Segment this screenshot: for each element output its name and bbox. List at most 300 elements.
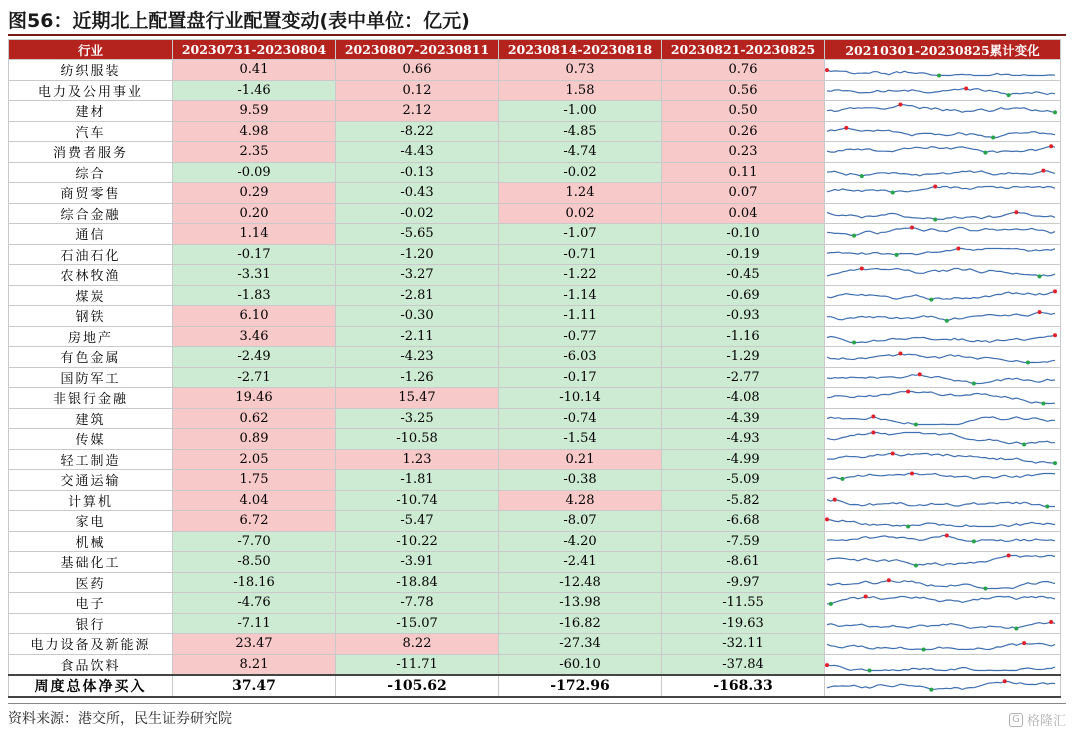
value-cell: 0.56 [662, 80, 825, 101]
sparkline-max-marker [898, 103, 902, 107]
value-cell: -4.43 [336, 142, 499, 163]
sparkline-path [827, 499, 1055, 506]
sparkline-max-marker [1014, 210, 1018, 214]
value-cell: -4.99 [662, 449, 825, 470]
sparkline-max-marker [825, 518, 829, 522]
value-cell: -4.08 [662, 388, 825, 409]
table-row [9, 429, 1061, 450]
value-cell: -2.71 [173, 367, 336, 388]
sparkline-max-marker [860, 267, 864, 271]
sparkline-icon [825, 450, 1059, 469]
sparkline-max-marker [864, 595, 868, 599]
value-cell: -4.23 [336, 347, 499, 368]
value-cell: -16.82 [499, 613, 662, 634]
cumulative-sparkline [825, 531, 1061, 552]
column-header-industry: 行业 [9, 40, 173, 60]
sparkline-max-marker [906, 390, 910, 394]
table-row [9, 162, 1061, 183]
value-cell: -10.58 [336, 429, 499, 450]
column-header-week2: 20230807-20230811 [336, 40, 499, 60]
sparkline-min-marker [983, 586, 987, 590]
sparkline-max-marker [1053, 289, 1057, 293]
sparkline-min-marker [852, 340, 856, 344]
value-cell: -8.50 [173, 552, 336, 573]
sparkline-icon [825, 614, 1059, 633]
value-cell: -4.76 [173, 593, 336, 614]
cumulative-sparkline [825, 367, 1061, 388]
sparkline-max-marker [833, 497, 837, 501]
value-cell: 9.59 [173, 101, 336, 122]
value-cell: 0.26 [662, 121, 825, 142]
sparkline-path [827, 643, 1055, 649]
sparkline-path [827, 374, 1055, 383]
sparkline-min-marker [1053, 461, 1057, 465]
value-cell: -0.69 [662, 285, 825, 306]
cumulative-sparkline [825, 634, 1061, 655]
value-cell: -60.10 [499, 654, 662, 675]
cumulative-sparkline [825, 80, 1061, 101]
value-cell: 0.20 [173, 203, 336, 224]
value-cell: 2.05 [173, 449, 336, 470]
industry-name: 银行 [9, 613, 173, 634]
sparkline-icon [825, 573, 1059, 592]
cumulative-sparkline [825, 224, 1061, 245]
sparkline-min-marker [972, 539, 976, 543]
title-divider [8, 34, 1066, 36]
sparkline-icon [825, 183, 1059, 202]
sparkline-max-marker [891, 451, 895, 455]
table-row [9, 203, 1061, 224]
sparkline-icon [825, 142, 1059, 161]
column-header-week3: 20230814-20230818 [499, 40, 662, 60]
industry-name: 食品饮料 [9, 654, 173, 675]
cumulative-sparkline [825, 408, 1061, 429]
value-cell: 0.66 [336, 60, 499, 81]
table-body [9, 60, 1061, 698]
cumulative-sparkline [825, 654, 1061, 675]
value-cell: -32.11 [662, 634, 825, 655]
value-cell: -0.09 [173, 162, 336, 183]
industry-name: 电力设备及新能源 [9, 634, 173, 655]
value-cell: 4.98 [173, 121, 336, 142]
sparkline-max-marker [871, 431, 875, 435]
sparkline-path [827, 248, 1055, 254]
value-cell: -2.11 [336, 326, 499, 347]
sparkline-icon [825, 224, 1059, 243]
value-cell: 1.23 [336, 449, 499, 470]
value-cell: -0.19 [662, 244, 825, 265]
table-row [9, 613, 1061, 634]
sparkline-path [827, 474, 1055, 479]
value-cell: -10.22 [336, 531, 499, 552]
value-cell: 0.12 [336, 80, 499, 101]
value-cell: -0.38 [499, 470, 662, 491]
watermark-text: 格隆汇 [1026, 714, 1066, 729]
value-cell: 0.73 [499, 60, 662, 81]
value-cell: 0.76 [662, 60, 825, 81]
table-row [9, 183, 1061, 204]
value-cell: -13.98 [499, 593, 662, 614]
sparkline-icon [825, 388, 1059, 407]
cumulative-sparkline [825, 60, 1061, 81]
sparkline-path [827, 597, 1055, 604]
value-cell: -4.85 [499, 121, 662, 142]
column-header-week1: 20230731-20230804 [173, 40, 336, 60]
value-cell: -6.03 [499, 347, 662, 368]
sparkline-path [827, 212, 1055, 219]
table-row [9, 572, 1061, 593]
sparkline-path [827, 88, 1055, 95]
industry-name: 传媒 [9, 429, 173, 450]
column-header-cumulative: 20210301-20230825累计变化 [825, 40, 1061, 60]
value-cell: -0.17 [173, 244, 336, 265]
table-row [9, 121, 1061, 142]
industry-name: 基础化工 [9, 552, 173, 573]
value-cell: -7.59 [662, 531, 825, 552]
sparkline-path [827, 128, 1055, 138]
cumulative-sparkline [825, 306, 1061, 327]
sparkline-path [827, 105, 1055, 113]
cumulative-sparkline [825, 326, 1061, 347]
value-cell: -0.43 [336, 183, 499, 204]
value-cell: -1.16 [662, 326, 825, 347]
sparkline-path [827, 681, 1055, 689]
cumulative-sparkline [825, 449, 1061, 470]
sparkline-icon [825, 347, 1059, 366]
value-cell: -0.30 [336, 306, 499, 327]
cumulative-sparkline [825, 613, 1061, 634]
sparkline-icon [825, 265, 1059, 284]
industry-name: 纺织服装 [9, 60, 173, 81]
sparkline-icon [825, 470, 1059, 489]
value-cell: 0.23 [662, 142, 825, 163]
value-cell: -1.46 [173, 80, 336, 101]
value-cell: -0.17 [499, 367, 662, 388]
total-value: -172.96 [499, 675, 662, 697]
sparkline-min-marker [1045, 504, 1049, 508]
cumulative-sparkline [825, 101, 1061, 122]
industry-name: 轻工制造 [9, 449, 173, 470]
table-row [9, 244, 1061, 265]
value-cell: -7.11 [173, 613, 336, 634]
value-cell: -0.13 [336, 162, 499, 183]
sparkline-path [827, 520, 1055, 527]
value-cell: 1.75 [173, 470, 336, 491]
cumulative-sparkline [825, 572, 1061, 593]
value-cell: -10.14 [499, 388, 662, 409]
sparkline-max-marker [910, 226, 914, 230]
sparkline-min-marker [1014, 626, 1018, 630]
sparkline-icon [825, 491, 1059, 510]
sparkline-min-marker [937, 74, 941, 78]
value-cell: 8.22 [336, 634, 499, 655]
value-cell: -2.81 [336, 285, 499, 306]
value-cell: -11.71 [336, 654, 499, 675]
sparkline-min-marker [906, 525, 910, 529]
sparkline-path [827, 228, 1055, 236]
table-row [9, 511, 1061, 532]
sparkline-max-marker [1053, 333, 1057, 337]
value-cell: -5.09 [662, 470, 825, 491]
sparkline-icon [825, 409, 1059, 428]
sparkline-max-marker [887, 578, 891, 582]
sparkline-icon [825, 593, 1059, 612]
value-cell: -2.41 [499, 552, 662, 573]
value-cell: 4.28 [499, 490, 662, 511]
total-value: 37.47 [173, 675, 336, 697]
value-cell: -7.70 [173, 531, 336, 552]
value-cell: -5.82 [662, 490, 825, 511]
total-sparkline [825, 675, 1061, 697]
sparkline-min-marker [852, 234, 856, 238]
value-cell: 0.50 [662, 101, 825, 122]
value-cell: -0.74 [499, 408, 662, 429]
column-header-week4: 20230821-20230825 [662, 40, 825, 60]
sparkline-icon [825, 122, 1059, 141]
table-row [9, 142, 1061, 163]
value-cell: -1.26 [336, 367, 499, 388]
value-cell: -19.63 [662, 613, 825, 634]
value-cell: 1.24 [499, 183, 662, 204]
value-cell: 0.07 [662, 183, 825, 204]
sparkline-icon [825, 634, 1059, 653]
industry-name: 建筑 [9, 408, 173, 429]
cumulative-sparkline [825, 347, 1061, 368]
industry-name: 电子 [9, 593, 173, 614]
cumulative-sparkline [825, 244, 1061, 265]
value-cell: 0.29 [173, 183, 336, 204]
value-cell: -4.20 [499, 531, 662, 552]
sparkline-max-marker [1003, 679, 1007, 683]
industry-name: 综合金融 [9, 203, 173, 224]
value-cell: 4.04 [173, 490, 336, 511]
value-cell: -5.65 [336, 224, 499, 245]
sparkline-min-marker [868, 668, 872, 672]
cumulative-sparkline [825, 511, 1061, 532]
value-cell: -37.84 [662, 654, 825, 675]
cumulative-sparkline [825, 490, 1061, 511]
value-cell: -11.55 [662, 593, 825, 614]
table-row [9, 306, 1061, 327]
sparkline-min-marker [929, 687, 933, 691]
industry-name: 家电 [9, 511, 173, 532]
value-cell: -8.61 [662, 552, 825, 573]
industry-name: 机械 [9, 531, 173, 552]
value-cell: -8.07 [499, 511, 662, 532]
sparkline-min-marker [1022, 443, 1026, 447]
sparkline-min-marker [1041, 402, 1045, 406]
sparkline-max-marker [956, 246, 960, 250]
sparkline-icon [825, 532, 1059, 551]
value-cell: 0.11 [662, 162, 825, 183]
sparkline-path [827, 453, 1055, 463]
value-cell: -0.10 [662, 224, 825, 245]
value-cell: 0.21 [499, 449, 662, 470]
table-row [9, 654, 1061, 675]
industry-allocation-table [8, 39, 1061, 698]
table-row [9, 388, 1061, 409]
industry-name: 房地产 [9, 326, 173, 347]
sparkline-min-marker [945, 319, 949, 323]
sparkline-min-marker [914, 422, 918, 426]
sparkline-max-marker [825, 663, 829, 667]
cumulative-sparkline [825, 285, 1061, 306]
value-cell: 23.47 [173, 634, 336, 655]
value-cell: 0.62 [173, 408, 336, 429]
value-cell: 1.14 [173, 224, 336, 245]
sparkline-max-marker [898, 352, 902, 356]
value-cell: 0.89 [173, 429, 336, 450]
sparkline-min-marker [972, 381, 976, 385]
total-value: -168.33 [662, 675, 825, 697]
industry-name: 非银行金融 [9, 388, 173, 409]
table-row [9, 367, 1061, 388]
industry-name: 国防军工 [9, 367, 173, 388]
sparkline-path [827, 580, 1055, 588]
figure-title: 图56：近期北上配置盘行业配置变动(表中单位：亿元) [8, 10, 470, 32]
industry-name: 钢铁 [9, 306, 173, 327]
sparkline-icon [825, 245, 1059, 264]
table-row [9, 265, 1061, 286]
sparkline-path [827, 146, 1055, 152]
sparkline-max-marker [964, 86, 968, 90]
sparkline-min-marker [1026, 361, 1030, 365]
sparkline-path [827, 187, 1055, 193]
value-cell: -12.48 [499, 572, 662, 593]
value-cell: -1.07 [499, 224, 662, 245]
value-cell: -9.97 [662, 572, 825, 593]
industry-name: 建材 [9, 101, 173, 122]
value-cell: -6.68 [662, 511, 825, 532]
sparkline-min-marker [929, 297, 933, 301]
value-cell: 15.47 [336, 388, 499, 409]
industry-name: 煤炭 [9, 285, 173, 306]
value-cell: -0.45 [662, 265, 825, 286]
value-cell: -3.25 [336, 408, 499, 429]
sparkline-path [827, 433, 1055, 445]
industry-name: 汽车 [9, 121, 173, 142]
value-cell: 6.10 [173, 306, 336, 327]
cumulative-sparkline [825, 121, 1061, 142]
sparkline-max-marker [1038, 310, 1042, 314]
cumulative-sparkline [825, 203, 1061, 224]
value-cell: -4.93 [662, 429, 825, 450]
sparkline-icon [825, 368, 1059, 387]
sparkline-max-marker [933, 185, 937, 189]
sparkline-path [827, 354, 1055, 363]
table-row [9, 593, 1061, 614]
table-row [9, 634, 1061, 655]
value-cell: -18.16 [173, 572, 336, 593]
cumulative-sparkline [825, 429, 1061, 450]
sparkline-max-marker [844, 126, 848, 130]
sparkline-max-marker [825, 68, 829, 72]
sparkline-icon [825, 552, 1059, 571]
table-row [9, 552, 1061, 573]
value-cell: -1.81 [336, 470, 499, 491]
value-cell: 8.21 [173, 654, 336, 675]
table-row [9, 101, 1061, 122]
cumulative-sparkline [825, 593, 1061, 614]
table-row [9, 347, 1061, 368]
source-note: 资料来源：港交所，民生证券研究院 [8, 711, 232, 727]
sparkline-max-marker [1049, 620, 1053, 624]
sparkline-icon [825, 60, 1059, 79]
sparkline-path [827, 70, 1055, 75]
value-cell: -1.20 [336, 244, 499, 265]
sparkline-min-marker [914, 564, 918, 568]
cumulative-sparkline [825, 388, 1061, 409]
value-cell: -3.27 [336, 265, 499, 286]
value-cell: 2.35 [173, 142, 336, 163]
watermark-logo-icon: G [1009, 713, 1023, 727]
sparkline-path [827, 622, 1055, 629]
sparkline-path [827, 416, 1055, 424]
table-row [9, 326, 1061, 347]
value-cell: 0.04 [662, 203, 825, 224]
industry-name: 交通运输 [9, 470, 173, 491]
value-cell: 2.12 [336, 101, 499, 122]
sparkline-min-marker [1007, 93, 1011, 97]
value-cell: -7.78 [336, 593, 499, 614]
total-value: -105.62 [336, 675, 499, 697]
sparkline-max-marker [1041, 168, 1045, 172]
value-cell: -4.39 [662, 408, 825, 429]
industry-name: 商贸零售 [9, 183, 173, 204]
sparkline-path [827, 312, 1055, 321]
value-cell: -10.74 [336, 490, 499, 511]
sparkline-max-marker [1007, 554, 1011, 558]
value-cell: -4.74 [499, 142, 662, 163]
industry-name: 医药 [9, 572, 173, 593]
cumulative-sparkline [825, 470, 1061, 491]
industry-name: 消费者服务 [9, 142, 173, 163]
value-cell: 0.41 [173, 60, 336, 81]
value-cell: -18.84 [336, 572, 499, 593]
industry-name: 石油石化 [9, 244, 173, 265]
cumulative-sparkline [825, 183, 1061, 204]
table-row [9, 490, 1061, 511]
table-header-row [9, 40, 1061, 60]
sparkline-max-marker [910, 472, 914, 476]
sparkline-path [827, 392, 1055, 404]
sparkline-icon [825, 327, 1059, 346]
value-cell: -1.00 [499, 101, 662, 122]
value-cell: 0.02 [499, 203, 662, 224]
value-cell: 3.46 [173, 326, 336, 347]
sparkline-icon [825, 163, 1059, 182]
sparkline-path [827, 335, 1055, 342]
table-row [9, 470, 1061, 491]
value-cell: -3.31 [173, 265, 336, 286]
value-cell: -1.22 [499, 265, 662, 286]
sparkline-icon [825, 286, 1059, 305]
sparkline-max-marker [918, 372, 922, 376]
cumulative-sparkline [825, 142, 1061, 163]
table-row [9, 531, 1061, 552]
cumulative-sparkline [825, 265, 1061, 286]
table-row [9, 80, 1061, 101]
value-cell: -2.77 [662, 367, 825, 388]
sparkline-min-marker [829, 602, 833, 606]
cumulative-sparkline [825, 552, 1061, 573]
sparkline-path [827, 535, 1055, 541]
industry-name: 电力及公用事业 [9, 80, 173, 101]
industry-name: 计算机 [9, 490, 173, 511]
value-cell: -15.07 [336, 613, 499, 634]
watermark [1009, 710, 1066, 729]
sparkline-min-marker [983, 151, 987, 155]
